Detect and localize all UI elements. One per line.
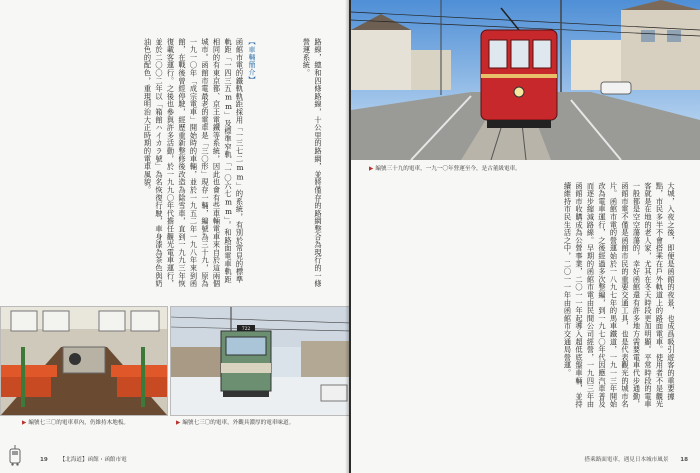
left-page-number: 19 <box>40 457 48 463</box>
caption-arrow-icon: ▶ <box>176 420 181 426</box>
right-page <box>351 0 700 473</box>
section-label-vehicles: 【車輛簡介】 <box>248 38 256 84</box>
caption-arrow-icon: ▶ <box>369 166 374 172</box>
left-photo-caption-1 <box>22 418 129 426</box>
right-main-paragraph: 大城，入夜之後，即便是函館的夜景，也成爲吸引遊客的重要據點，市民多半不會搭乘在戶外軌道上的路面電車。使用者不是觀光客就是在地的老人家，尤其在冬天時段更加明顯。平常時段的電車一般都是空空蕩蕩的，幸好函館還有許多地方需要電車代步通勤，函館市電不僅是函館市民的重要交通工具，也是代表觀光的城市名片。函館市電的營運始於一八九七年的馬車鐵道，一九一三年開始改為電車運行，之後經過多次整編，到一九七〇年代因應汽車普及而逐步縮減路線。早期的函館市電由民間公司經營，一九四三年由函館市收購成為公營事業，二〇一一年起導入超低底盤車輛，並持續維持市民生活之中，二〇一一年由函館市交通局營運。 <box>563 182 676 409</box>
caption-text: 編號七三〇的電車，外觀具濃厚的電車味道。 <box>182 420 295 426</box>
right-running-title: 搭乘路面電車，遇見日本城市風景 <box>584 457 669 463</box>
right-main-text-column <box>377 182 677 414</box>
tram-730-exterior-photo <box>170 306 349 416</box>
left-main-paragraph: 函館市電的鐵軌軌距採用「一三七二mm」的系統，有別於常見的標準軌距「一四三五mm」及標準窄軌「一〇六七mm」。和路面電車軌距相同的有東京都、京王電鐵等系統，因此也會有些車輛電車來自於這兩個城市。函館市電最老的電車是「三〇形」現存一輛，編號為三十九，原為一九一〇年「成宗電車」開始時的車輛，並於一九五二年一九八年來到函館，在戰後曾經停駛，經歷重新整修後改造為除雪車，直到一九九三年恢復載客運行。之後也參與許多活動，於一九九〇年代擔任觀光電車運行，並於二〇〇二年以「箱館ハイカラ號」為名恢復行駛，車身漆為茶色與奶油色的配色，重現明治大正時期的電車風貌。 <box>143 38 245 288</box>
left-page-footer <box>40 455 127 463</box>
left-page <box>0 0 349 473</box>
right-photo-caption <box>369 164 521 172</box>
caption-text: 編號三十九的電車，一九一〇年營運至今，是古董級電車。 <box>375 166 521 172</box>
left-main-text-column <box>22 38 258 288</box>
left-photo-caption-2 <box>176 418 294 426</box>
tram-interior-photo <box>0 306 168 416</box>
left-top-paragraph: 路線，總和四條路線，十公里的路網，並將僅存的路網整合為現行的一條營運系統。 <box>302 38 323 288</box>
svg-text:722: 722 <box>241 327 251 332</box>
right-page-number: 18 <box>680 457 688 463</box>
red-tram-39-photo <box>351 0 700 160</box>
right-page-footer <box>585 455 689 463</box>
left-running-title: 【北海道】函館・函館市電 <box>59 457 127 463</box>
caption-arrow-icon: ▶ <box>22 420 27 426</box>
tram-footer-icon <box>8 445 22 467</box>
caption-text: 編號七三〇的電車車內，仍維持木地板。 <box>28 420 130 426</box>
left-top-text-column <box>262 38 324 288</box>
